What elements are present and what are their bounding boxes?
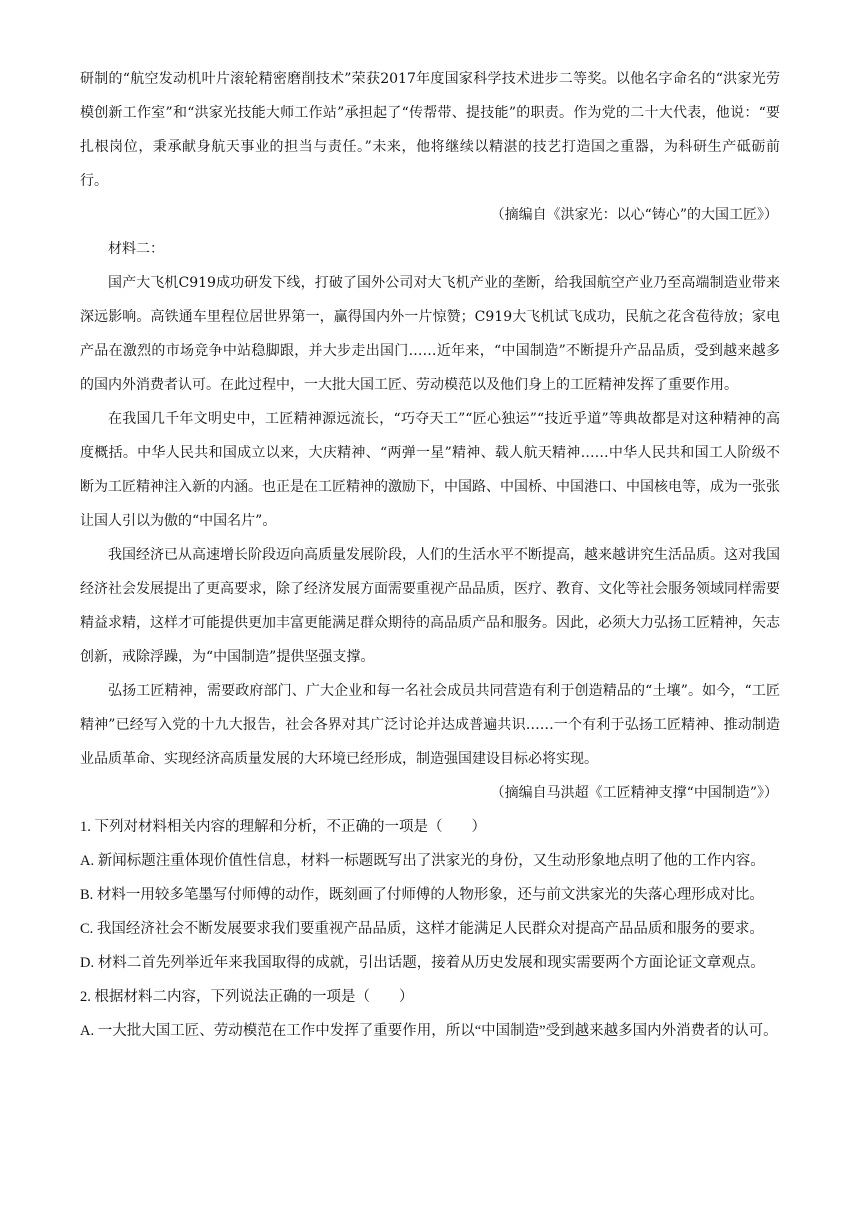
question-1-option-d[interactable]: D. 材料二首先列举近年来我国取得的成就，引出话题，接着从历史发展和现实需要两个方面论证文章观点。: [80, 955, 765, 971]
material2-heading: 材料二：: [108, 241, 164, 257]
question-1-option-b[interactable]: B. 材料一用较多笔墨写付师傅的动作，既刻画了付师傅的人物形象，还与前文洪家光的失落心理形成对比。: [80, 887, 764, 903]
question-1-option-a[interactable]: A. 新闻标题注重体现价值性信息，材料一标题既写出了洪家光的身份，又生动形象地点明了他的工作内容。: [80, 853, 765, 869]
question-1-stem: 1. 下列对材料相关内容的理解和分析，不正确的一项是（ ）: [80, 819, 486, 835]
material2-paragraph-4: 弘扬工匠精神，需要政府部门、广大企业和每一名社会成员共同营造有利于创造精品的“土壤”。如今，“工匠精神”已经写入党的十九大报告，社会各界对其广泛讨论并达成普遍共识……一个有利于弘扬工匠精神、推动制造业品质革命、实现经济高质量发展的大环境已经形成，制造强国建设目标必将实现。: [80, 683, 780, 767]
question-2-option-a[interactable]: A. 一大批大国工匠、劳动模范在工作中发挥了重要作用，所以“中国制造”受到越来越多国内外消费者的认可。: [80, 1023, 778, 1039]
material1-paragraph: 研制的“航空发动机叶片滚轮精密磨削技术”荣获2017年度国家科学技术进步二等奖。以他名字命名的“洪家光劳模创新工作室”和“洪家光技能大师工作站”承担起了“传帮带、提技能”的职责。作为党的二十大代表，他说：“要扎根岗位，秉承献身航天事业的担当与责任。”未来，他将继续以精湛的技艺打造国之重器，为科研生产砥砺前行。: [80, 71, 780, 189]
material2-paragraph-3: 我国经济已从高速增长阶段迈向高质量发展阶段，人们的生活水平不断提高，越来越讲究生活品质。这对我国经济社会发展提出了更高要求，除了经济发展方面需要重视产品品质，医疗、教育、文化等社会服务领域同样需要精益求精，这样才可能提供更加丰富更能满足群众期待的高品质产品和服务。因此，必须大力弘扬工匠精神，矢志创新，戒除浮躁，为“中国制造”提供坚强支撑。: [80, 547, 780, 665]
material2-paragraph-2: 在我国几千年文明史中，工匠精神源远流长，“巧夺天工”“匠心独运”“技近乎道”等典故都是对这种精神的高度概括。中华人民共和国成立以来，大庆精神、“两弹一星”精神、载人航天精神……中华人民共和国工人阶级不断为工匠精神注入新的内涵。也正是在工匠精神的激励下，中国路、中国桥、中国港口、中国核电等，成为一张张让国人引以为傲的“中国名片”。: [80, 411, 780, 529]
question-1-option-c[interactable]: C. 我国经济社会不断发展要求我们要重视产品品质，这样才能满足人民群众对提高产品品质和服务的要求。: [80, 921, 764, 937]
material1-source: （摘编自《洪家光：以心“铸心”的大国工匠》）: [490, 207, 778, 223]
material2-source: （摘编自马洪超《工匠精神支撑“中国制造”》）: [490, 785, 778, 801]
question-2-stem: 2. 根据材料二内容，下列说法正确的一项是（ ）: [80, 989, 414, 1005]
material2-paragraph-1: 国产大飞机C919成功研发下线，打破了国外公司对大飞机产业的垄断，给我国航空产业乃至高端制造业带来深远影响。高铁通车里程位居世界第一，赢得国内外一片惊赞；C919大飞机试飞成功，民航之花含苞待放；家电产品在激烈的市场竞争中站稳脚跟，并大步走出国门……近年来，“中国制造”不断提升产品品质，受到越来越多的国内外消费者认可。在此过程中，一大批大国工匠、劳动模范以及他们身上的工匠精神发挥了重要作用。: [80, 275, 780, 393]
